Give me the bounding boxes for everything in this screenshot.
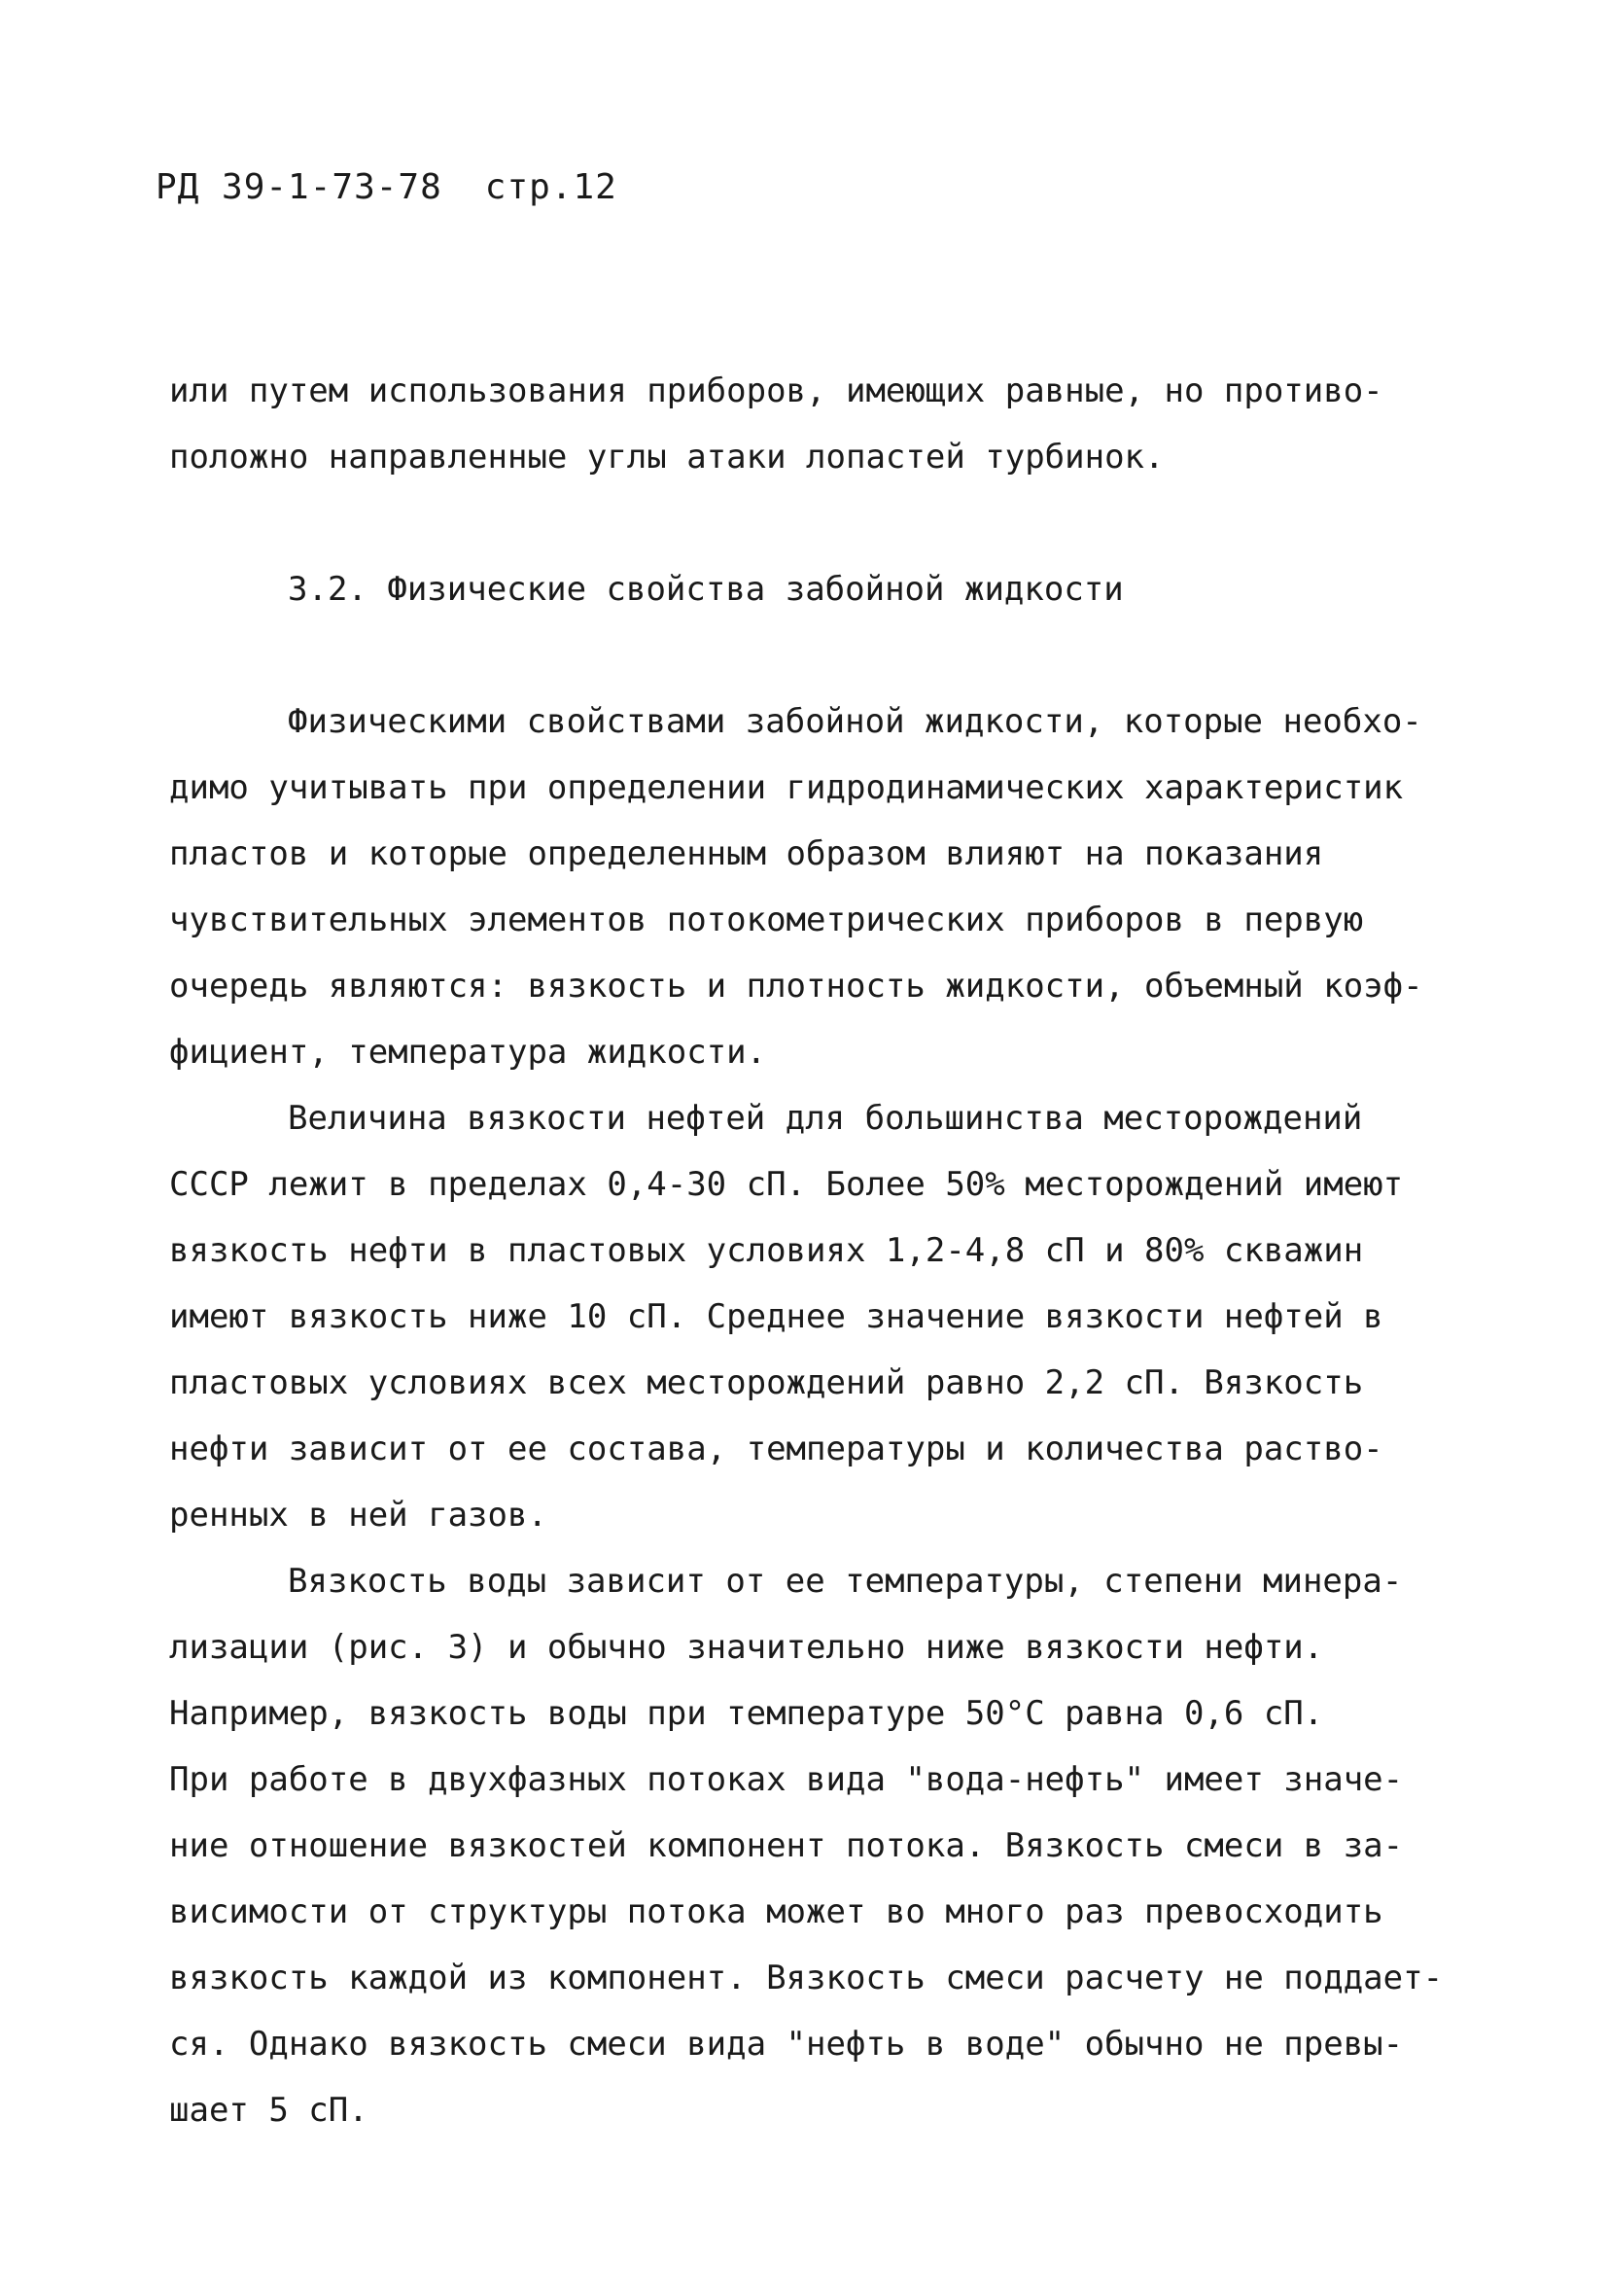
text-line: ренных в ней газов.	[169, 1496, 547, 1535]
text-line: шает 5 сП.	[169, 2091, 368, 2130]
text-line: Вязкость воды зависит от ее температуры, степени минера-	[288, 1562, 1403, 1601]
text-line: димо учитывать при определении гидродинамических характеристик	[169, 768, 1404, 807]
paragraph-water-viscosity	[169, 1548, 1462, 2143]
text-line: имеют вязкость ниже 10 сП. Среднее значение вязкости нефтей в	[169, 1297, 1383, 1336]
document-code: РД 39-1-73-78	[156, 167, 442, 207]
text-line: пластовых условиях всех месторождений равно 2,2 сП. Вязкость	[169, 1363, 1364, 1402]
text-line: Величина вязкости нефтей для большинства месторождений	[288, 1099, 1363, 1138]
text-line: вязкость каждой из компонент. Вязкость смеси расчету не поддает-	[169, 1959, 1444, 1997]
section-title: 3.2. Физические свойства забойной жидкости	[288, 570, 1124, 609]
text-line: очередь являются: вязкость и плотность жидкости, объемный коэф-	[169, 967, 1423, 1006]
text-line: СССР лежит в пределах 0,4-30 сП. Более 50% месторождений имеют	[169, 1165, 1404, 1204]
text-line: При работе в двухфазных потоках вида "вода-нефть" имеет значе-	[169, 1760, 1404, 1799]
page-header	[156, 167, 617, 207]
text-line: пластов и которые определенным образом влияют на показания	[169, 834, 1324, 873]
text-line: фициент, температура жидкости.	[169, 1033, 767, 1072]
paragraph-oil-viscosity	[169, 1085, 1462, 1548]
text-line: Например, вязкость воды при температуре 50°С равна 0,6 сП.	[169, 1694, 1324, 1733]
text-line: чувствительных элементов потокометрических приборов в первую	[169, 901, 1364, 939]
text-line: вязкость нефти в пластовых условиях 1,2-4,8 сП и 80% скважин	[169, 1231, 1364, 1270]
text-line: или путем использования приборов, имеющих равные, но противо-	[169, 371, 1383, 410]
text-line: Физическими свойствами забойной жидкости, которые необхо-	[288, 702, 1422, 741]
text-line: ся. Однако вязкость смеси вида "нефть в воде" обычно не превы-	[169, 2025, 1404, 2064]
intro-paragraph	[169, 358, 1462, 490]
text-line: нефти зависит от ее состава, температуры и количества раство-	[169, 1430, 1383, 1468]
page-number: стр.12	[484, 167, 617, 207]
text-line: висимости от структуры потока может во много раз превосходить	[169, 1892, 1383, 1931]
document-body	[169, 358, 1462, 2143]
text-line: лизации (рис. 3) и обычно значительно ниже вязкости нефти.	[169, 1628, 1324, 1667]
text-line: положно направленные углы атаки лопастей турбинок.	[169, 438, 1165, 477]
paragraph-physical-properties	[169, 689, 1462, 1085]
text-line: ние отношение вязкостей компонент потока. Вязкость смеси в за-	[169, 1826, 1404, 1865]
